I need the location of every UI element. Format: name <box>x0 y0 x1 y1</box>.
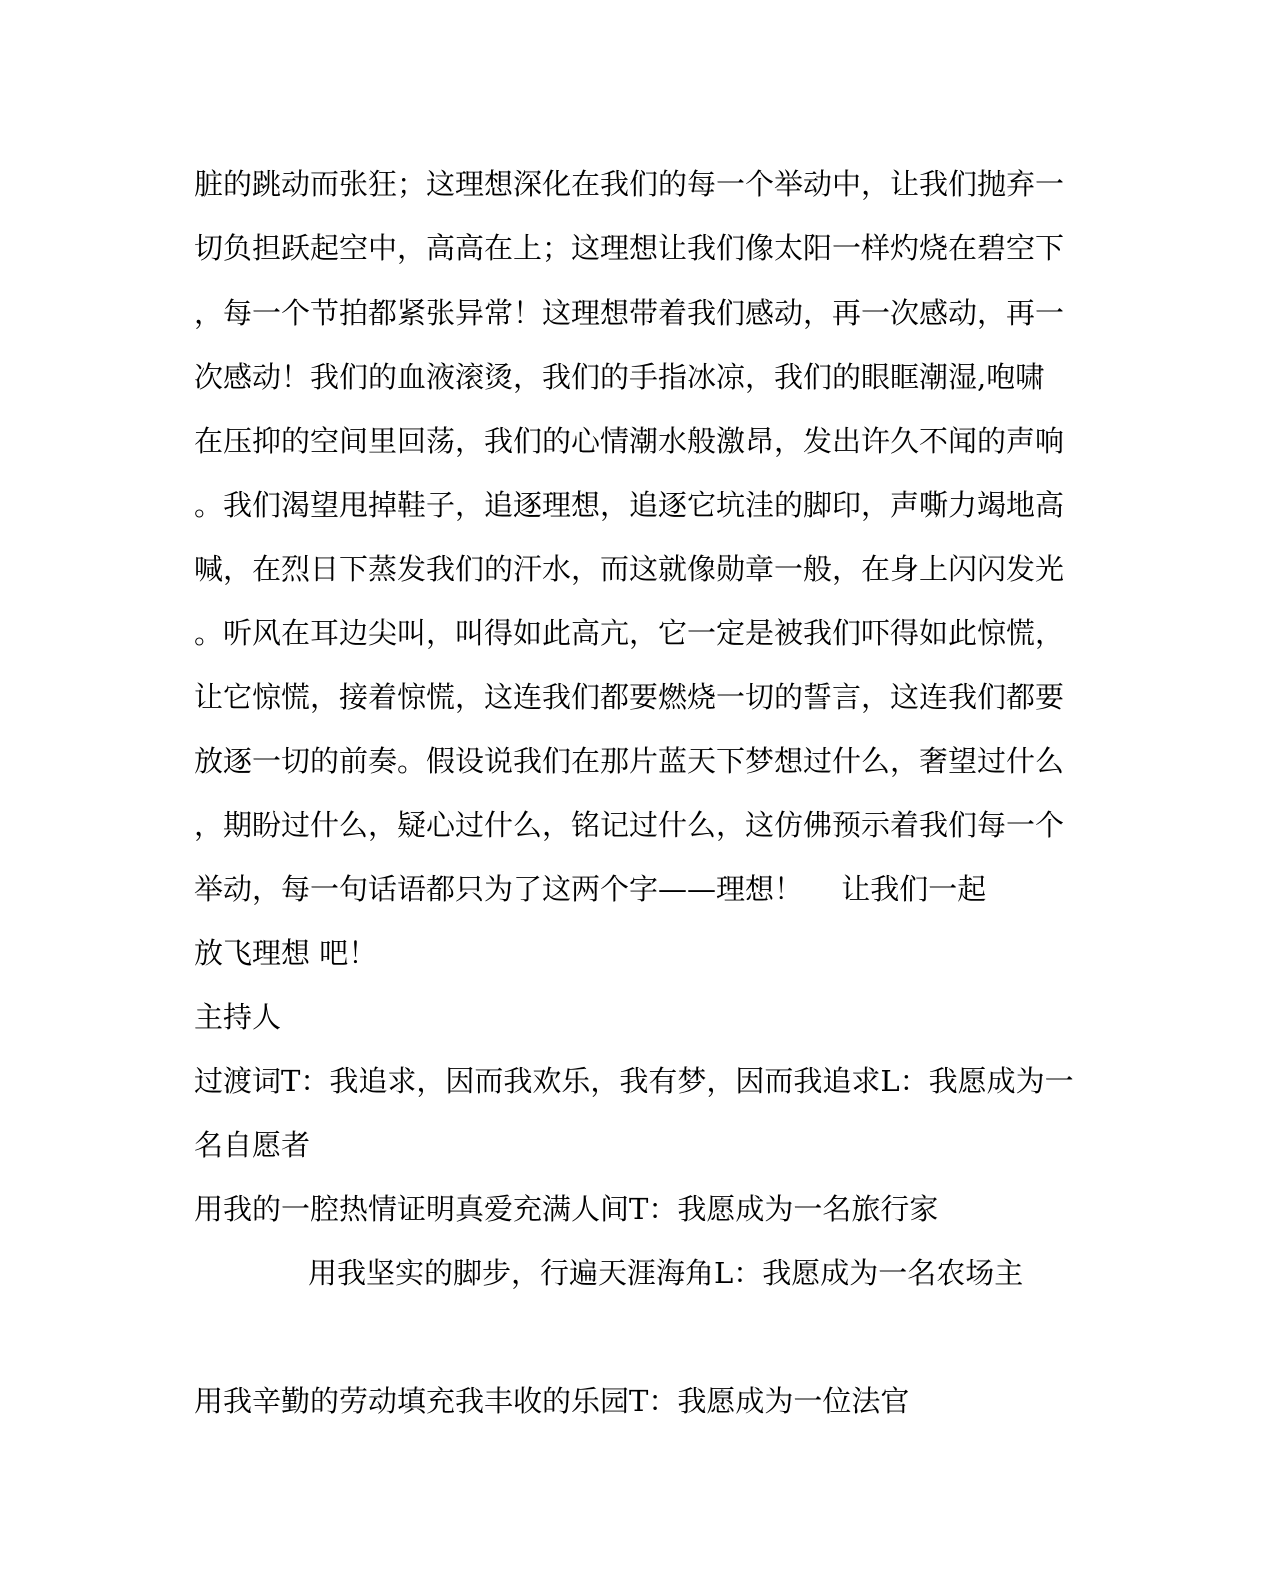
paragraph-line: 脏的跳动而张狂；这理想深化在我们的每一个举动中，让我们抛弃一 <box>194 167 1065 201</box>
paragraph-line: 喊，在烈日下蒸发我们的汗水，而这就像勋章一般，在身上闪闪发光 <box>194 552 1065 586</box>
paragraph-line: 。我们渴望甩掉鞋子，追逐理想，追逐它坑洼的脚印，声嘶力竭地高 <box>194 488 1065 522</box>
paragraph-line: ，期盼过什么，疑心过什么，铭记过什么，这仿佛预示着我们每一个 <box>194 808 1065 842</box>
paragraph-line: 次感动！我们的血液滚烫，我们的手指冰凉，我们的眼眶潮湿,咆啸 <box>194 360 1045 394</box>
speaker-heading: 主持人 <box>194 1000 282 1034</box>
paragraph-line: ，每一个节拍都紧张异常！这理想带着我们感动，再一次感动，再一 <box>194 296 1065 330</box>
dialogue-line-indented: 用我坚实的脚步，行遍天涯海角L：我愿成为一名农场主 <box>308 1256 1024 1290</box>
dialogue-line: 用我辛勤的劳动填充我丰收的乐园T：我愿成为一位法官 <box>194 1384 910 1418</box>
paragraph-line: 让它惊慌，接着惊慌，这连我们都要燃烧一切的誓言，这连我们都要 <box>194 680 1065 714</box>
dialogue-line: 过渡词T：我追求，因而我欢乐，我有梦，因而我追求L：我愿成为一 <box>194 1064 1074 1098</box>
paragraph-line: 放飞理想 吧！ <box>194 936 378 970</box>
paragraph-line: 举动，每一句话语都只为了这两个字——理想！ 让我们一起 <box>194 872 987 906</box>
paragraph-line: 放逐一切的前奏。假设说我们在那片蓝天下梦想过什么，奢望过什么 <box>194 744 1065 778</box>
dialogue-line: 名自愿者 <box>194 1128 311 1162</box>
paragraph-line: 。听风在耳边尖叫，叫得如此高亢，它一定是被我们吓得如此惊慌， <box>194 616 1065 650</box>
dialogue-line: 用我的一腔热情证明真爱充满人间T：我愿成为一名旅行家 <box>194 1192 939 1226</box>
paragraph-line: 在压抑的空间里回荡，我们的心情潮水般激昂，发出许久不闻的声响 <box>194 424 1065 458</box>
paragraph-line: 切负担跃起空中，高高在上；这理想让我们像太阳一样灼烧在碧空下 <box>194 231 1065 265</box>
